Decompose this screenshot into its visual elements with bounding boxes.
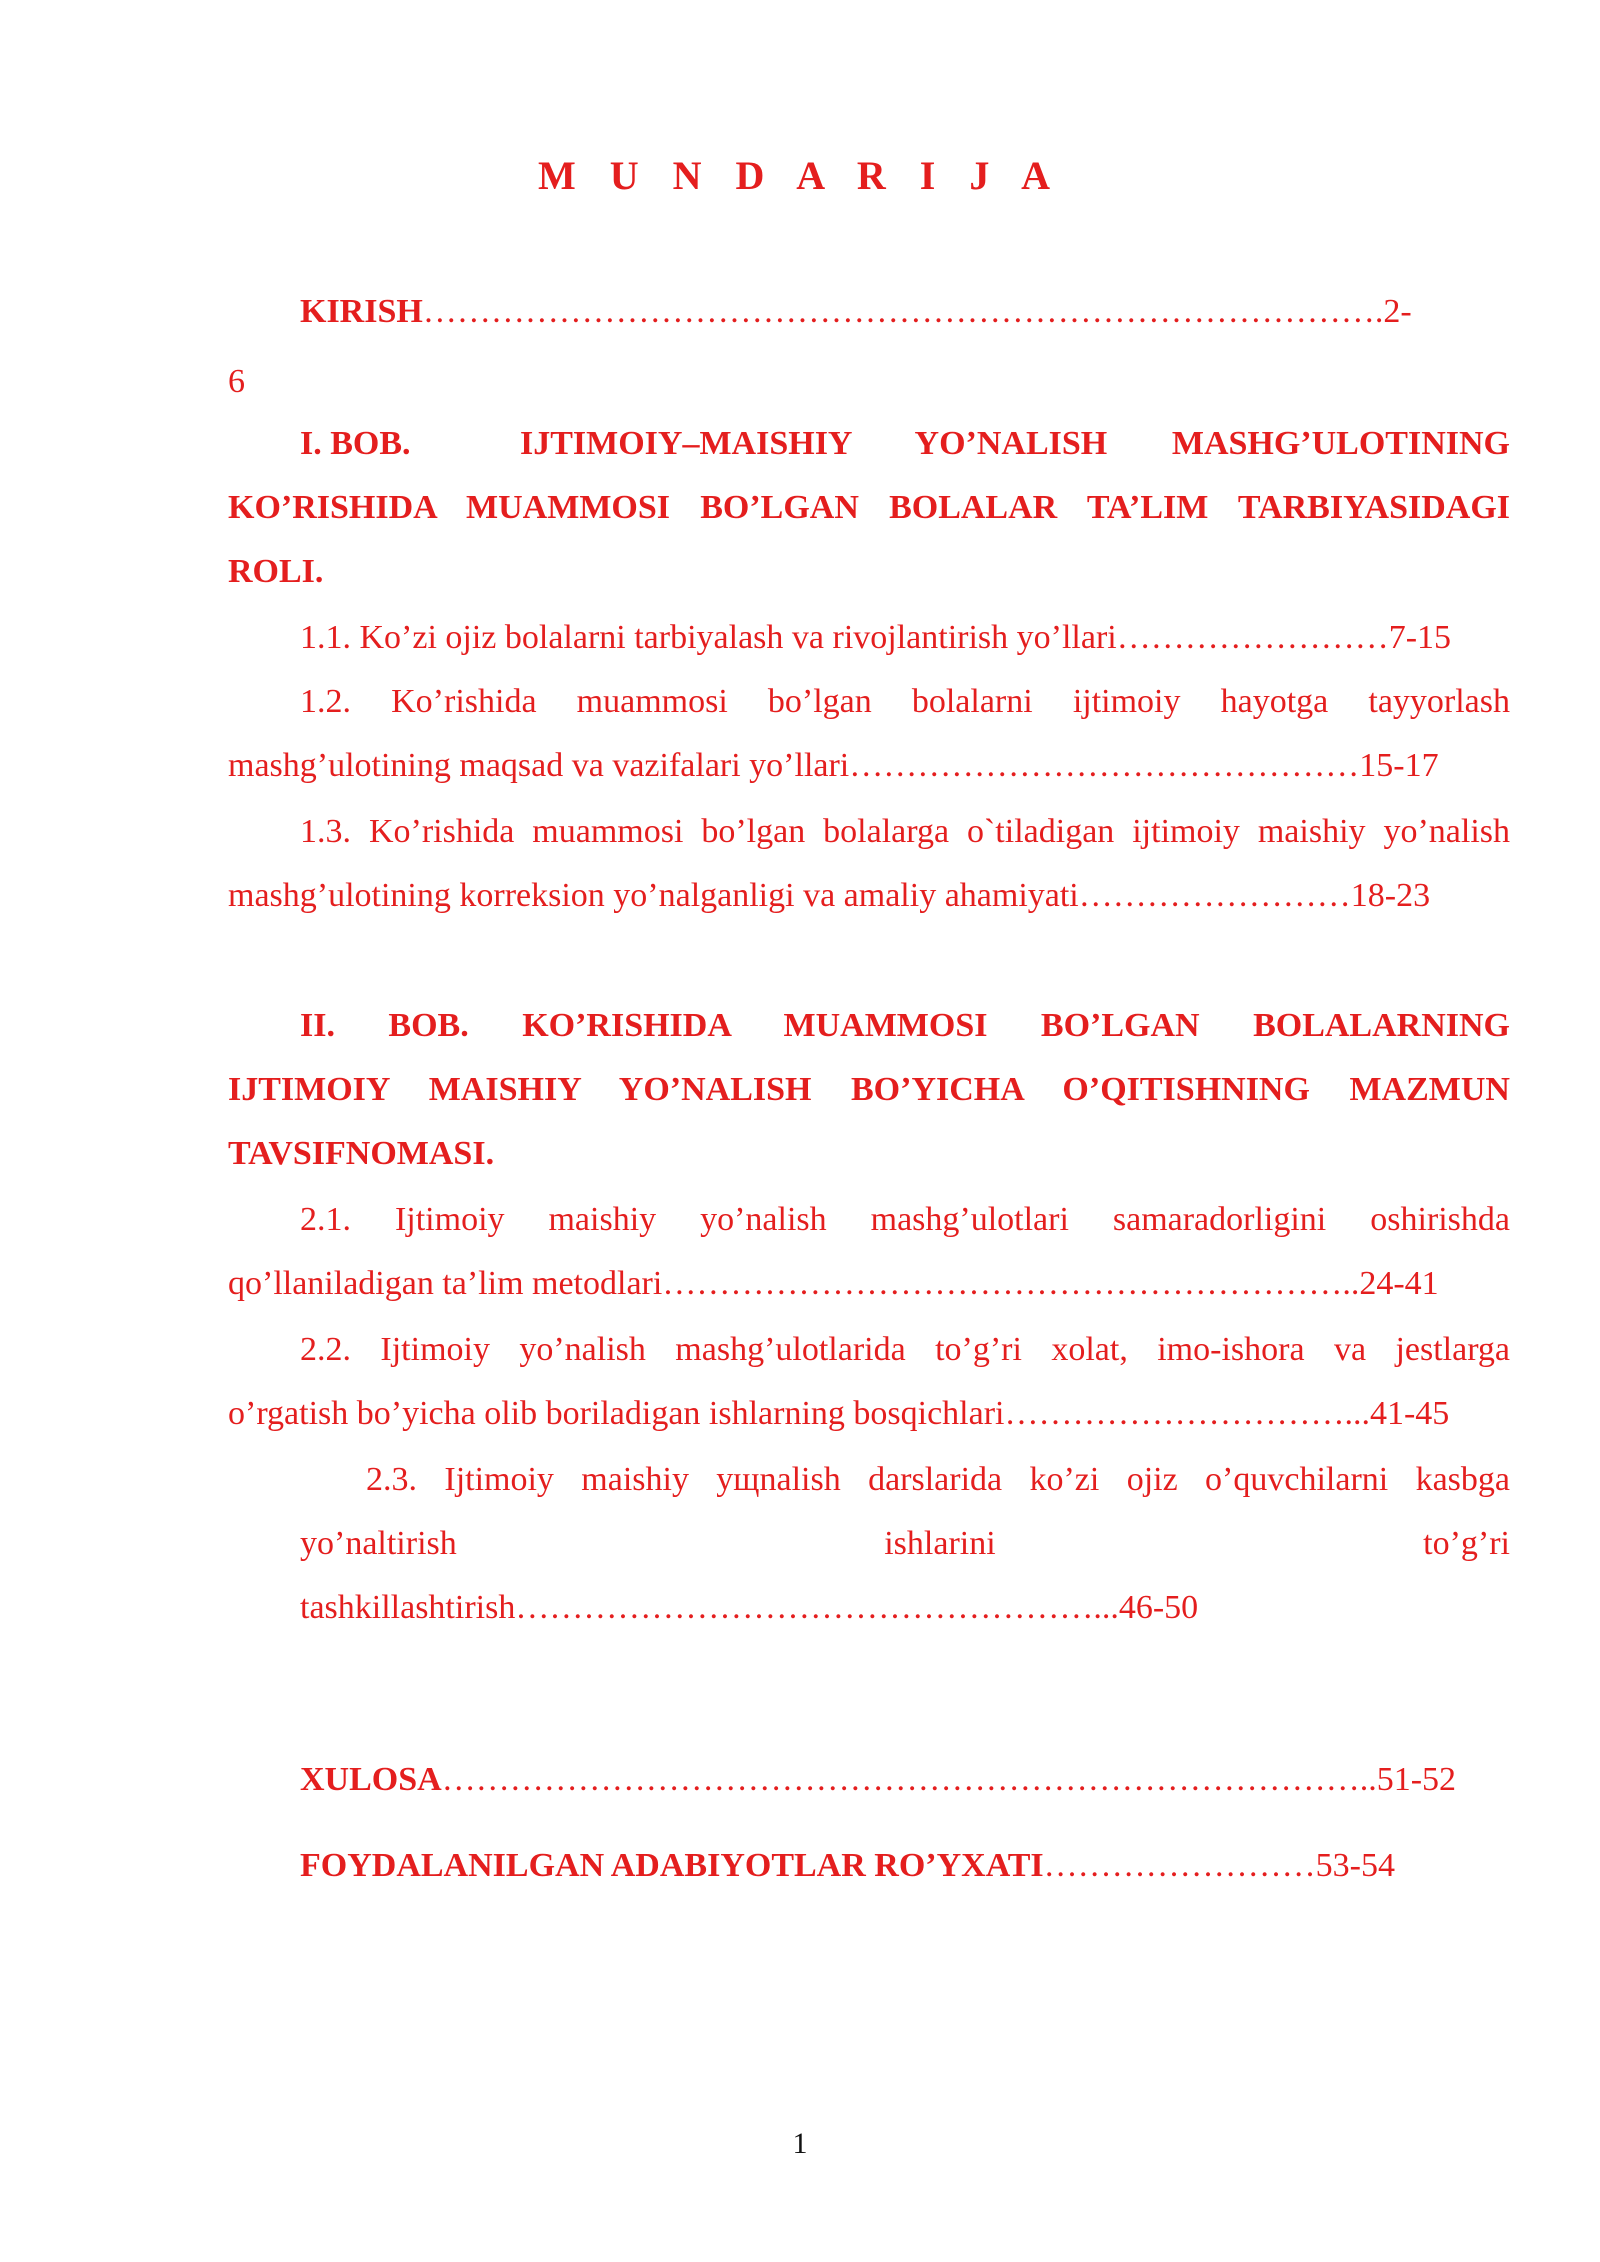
chapter2-title-line2: IJTIMOIY MAISHIY YO’NALISH BO’YICHA O’QITISHNING MAZMUN bbox=[228, 1071, 1510, 1108]
chapter1-title-line2: KO’RISHIDA MUAMMOSI BO’LGAN BOLALAR TA’LIM TARBIYASIDAGI bbox=[228, 489, 1510, 526]
toc-section-1-3-line2: mashg’ulotining korreksion yo’nalganligi va amaliy ahamiyati……………………18-23 bbox=[228, 877, 1431, 914]
chapter2-title-line1: II. BOB. KO’RISHIDA MUAMMOSI BO’LGAN BOLALARNING bbox=[300, 1007, 1510, 1044]
toc-label-kirish: KIRISH bbox=[300, 293, 423, 330]
chapter2-title-line3: TAVSIFNOMASI. bbox=[228, 1135, 495, 1172]
toc-dots-kirish: …………………………………………………………………………. bbox=[422, 293, 1384, 330]
toc-label-adabiyotlar: FOYDALANILGAN ADABIYOTLAR RO’YXATI bbox=[300, 1847, 1044, 1884]
toc-dots-adabiyotlar: ……………………53-54 bbox=[1043, 1847, 1395, 1884]
toc-section-2-1-line1: 2.1. Ijtimoiy maishiy yo’nalish mashg’ulotlari samaradorligini oshirishda bbox=[300, 1201, 1510, 1238]
toc-section-1-3-line1: 1.3. Ko’rishida muammosi bo’lgan bolalarga o`tiladigan ijtimoiy maishiy yo’nalish bbox=[300, 813, 1510, 850]
toc-label-xulosa: XULOSA bbox=[300, 1761, 442, 1798]
toc-section-2-3-line2: yo’naltirish ishlarini to’g’ri bbox=[300, 1525, 1510, 1562]
chapter1-title-line1: IJTIMOIY–MAISHIY YO’NALISH MASHG’ULOTINING bbox=[520, 425, 1510, 462]
toc-section-2-3-line1: 2.3. Ijtimoiy maishiy yщnalish darslarida ko’zi ojiz o’quvchilarni kasbga bbox=[366, 1461, 1510, 1498]
toc-section-2-3-line3: tashkillashtirish……………………………………………...46-50 bbox=[300, 1589, 1199, 1626]
page-number: 1 bbox=[792, 2127, 808, 2160]
toc-pages-kirish: 2- bbox=[1383, 293, 1412, 330]
toc-entry-xulosa bbox=[300, 1760, 1456, 1800]
chapter1-number: I. BOB. bbox=[300, 425, 411, 462]
toc-entry-kirish bbox=[300, 292, 1412, 332]
toc-section-2-2-line1: 2.2. Ijtimoiy yo’nalish mashg’ulotlarida to’g’ri xolat, imo-ishora va jestlarga bbox=[300, 1331, 1510, 1368]
page-title: M U N D A R I J A bbox=[537, 153, 1063, 198]
toc-section-1-1: 1.1. Ko’zi ojiz bolalarni tarbiyalash va rivojlantirish yo’llari……………………7-15 bbox=[300, 619, 1452, 656]
toc-dots-xulosa: ………………………………………………………………………..51-52 bbox=[441, 1761, 1457, 1798]
chapter1-title-line3: ROLI. bbox=[228, 553, 324, 590]
toc-section-1-2-line2: mashg’ulotining maqsad va vazifalari yo’llari………………………………………15-17 bbox=[228, 747, 1439, 784]
toc-section-2-1-line2: qo’llaniladigan ta’lim metodlari……………………………………………………..24-41 bbox=[228, 1265, 1439, 1302]
toc-entry-adabiyotlar bbox=[300, 1846, 1395, 1886]
toc-section-2-2-line2: o’rgatish bo’yicha olib boriladigan ishlarning bosqichlari…………………………...41-45 bbox=[228, 1395, 1450, 1432]
toc-section-1-2-line1: 1.2. Ko’rishida muammosi bo’lgan bolalarni ijtimoiy hayotga tayyorlash bbox=[300, 683, 1510, 720]
toc-pages-kirish-end: 6 bbox=[228, 363, 245, 400]
